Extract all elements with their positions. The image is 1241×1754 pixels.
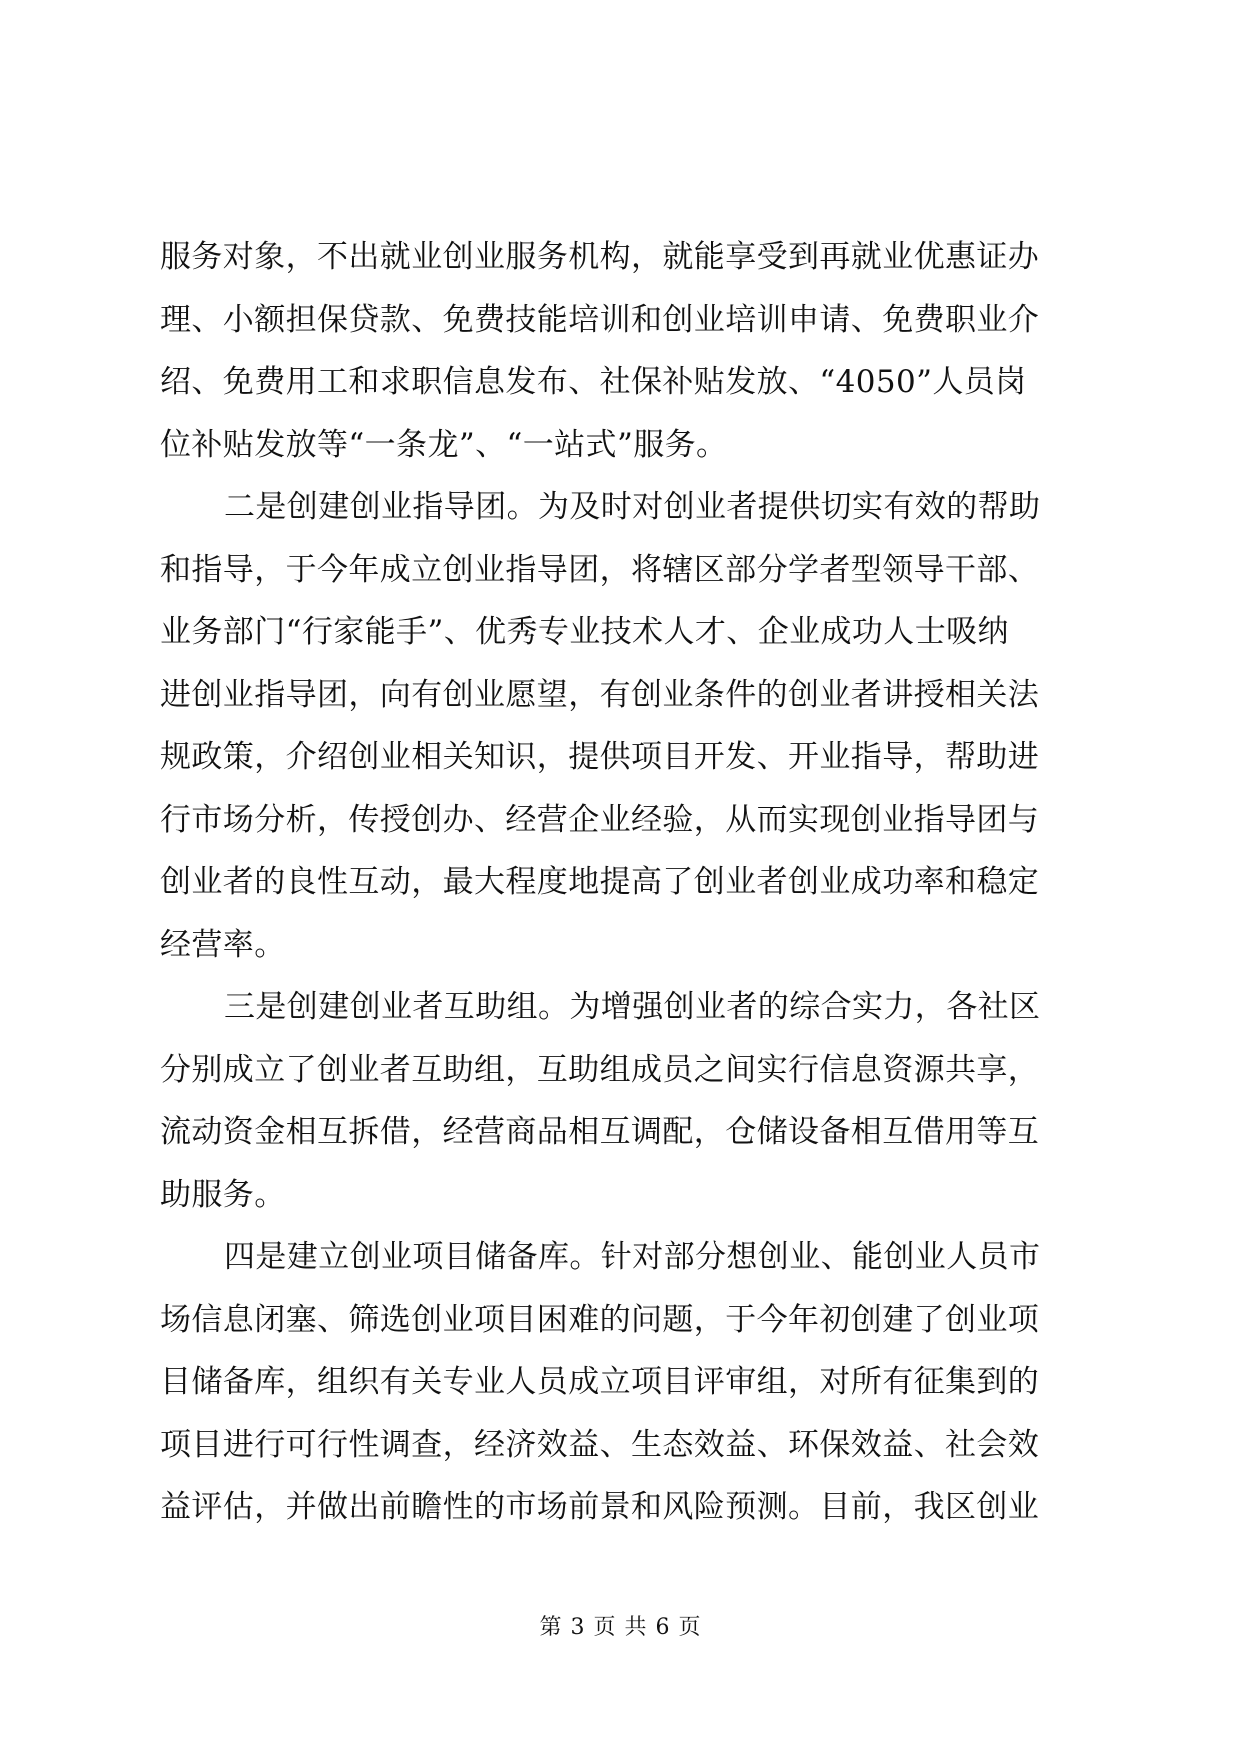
text-line: 进创业指导团，向有创业愿望，有创业条件的创业者讲授相关法 — [160, 676, 1040, 713]
page-number-footer: 第 3 页 共 6 页 — [539, 1615, 702, 1640]
text-line: 绍、免费用工和求职信息发布、社保补贴发放、“4050”人员岗 — [160, 364, 1027, 400]
paragraph-start-line: 三是创建创业者互助组。为增强创业者的综合实力，各社区 — [224, 989, 1041, 1025]
text-line: 经营率。 — [160, 926, 286, 963]
text-line: 和指导，于今年成立创业指导团，将辖区部分学者型领导干部、 — [160, 551, 1040, 588]
text-line: 创业者的良性互动，最大程度地提高了创业者创业成功率和稳定 — [160, 864, 1040, 900]
paragraph-start-line: 四是建立创业项目储备库。针对部分想创业、能创业人员市 — [224, 1239, 1041, 1275]
text-line: 场信息闭塞、筛选创业项目困难的问题，于今年初创建了创业项 — [160, 1301, 1040, 1338]
text-line: 理、小额担保贷款、免费技能培训和创业培训申请、免费职业介 — [160, 301, 1040, 338]
text-line: 目储备库，组织有关专业人员成立项目评审组，对所有征集到的 — [160, 1364, 1040, 1400]
text-line: 助服务。 — [160, 1176, 286, 1213]
text-line: 项目进行可行性调查，经济效益、生态效益、环保效益、社会效 — [160, 1426, 1040, 1463]
paragraph-start-line: 二是创建创业指导团。为及时对创业者提供切实有效的帮助 — [224, 489, 1041, 525]
text-line: 规政策，介绍创业相关知识，提供项目开发、开业指导，帮助进 — [160, 739, 1040, 775]
text-line: 业务部门“行家能手”、优秀专业技术人才、企业成功人士吸纳 — [160, 614, 1009, 650]
text-line: 行市场分析，传授创办、经营企业经验，从而实现创业指导团与 — [160, 801, 1040, 838]
text-line: 流动资金相互拆借，经营商品相互调配，仓储设备相互借用等互 — [160, 1114, 1040, 1150]
text-line: 位补贴发放等“一条龙”、“一站式”服务。 — [160, 426, 728, 463]
text-line: 分别成立了创业者互助组，互助组成员之间实行信息资源共享， — [160, 1051, 1040, 1088]
text-line: 益评估，并做出前瞻性的市场前景和风险预测。目前，我区创业 — [160, 1489, 1040, 1525]
document-body — [160, 226, 1085, 1539]
text-line: 服务对象，不出就业创业服务机构，就能享受到再就业优惠证办 — [160, 239, 1040, 275]
